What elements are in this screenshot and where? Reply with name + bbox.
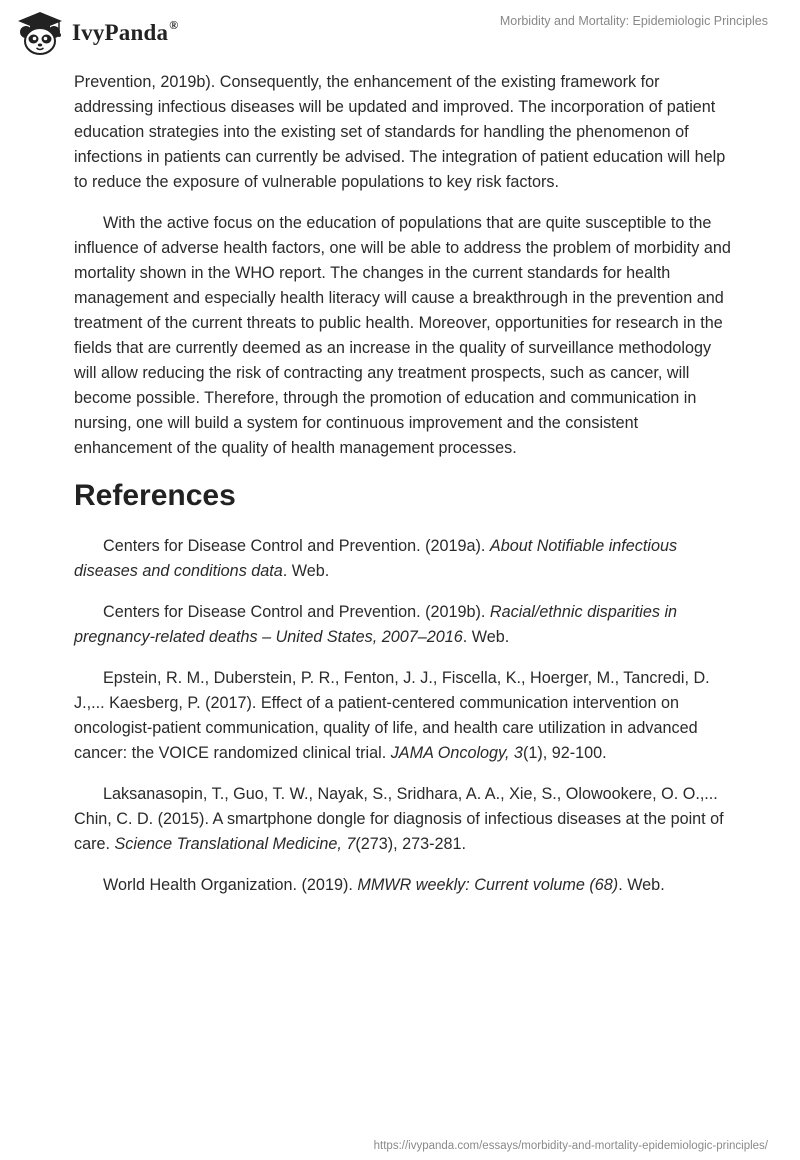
source-url[interactable]: https://ivypanda.com/essays/morbidity-and-mortality-epidemiologic-principles/	[373, 1140, 768, 1152]
body-paragraph-2: With the active focus on the education of populations that are quite susceptible to the influence of adverse health factors, one will be able to address the problem of morbidity and mortality shown in the WHO report. The changes in the current standards for health management and especially health literacy will cause a breakthrough in the prevention and treatment of the current threats to public health. Moreover, opportunities for research in the fields that are currently deemed as an increase in the quality of surveillance methodology will allow reducing the risk of contracting any treatment prospects, such as cancer, will become possible. Therefore, through the promotion of education and communication in nursing, one will build a system for continuous improvement and the consistent enhancement of the quality of health management processes.	[74, 214, 731, 457]
panda-icon	[14, 10, 66, 56]
reference-item: Laksanasopin, T., Guo, T. W., Nayak, S., Sridhara, A. A., Xie, S., Olowookere, O. O.,... Chin, C. D. (2015). A smartphone dongle for diagnosis of infectious diseases at the point of care. Science Translational Medicine, 7(273), 273-281.	[74, 785, 724, 853]
reference-item: World Health Organization. (2019). MMWR weekly: Current volume (68). Web.	[103, 876, 665, 894]
brand-logo[interactable]	[14, 10, 178, 56]
reference-item: Centers for Disease Control and Prevention. (2019a). About Notifiable infectious diseases and conditions data. Web.	[74, 537, 678, 580]
document-title: Morbidity and Mortality: Epidemiologic Principles	[499, 14, 768, 28]
body-paragraph-1: Prevention, 2019b). Consequently, the enhancement of the existing framework for addressing infectious diseases will be updated and improved. The incorporation of patient education strategies into the existing set of standards for handling the phenomenon of infections in patients can currently be advised. The integration of patient education will help to reduce the exposure of vulnerable populations to key risk factors.	[74, 73, 726, 191]
references-heading: References	[74, 479, 236, 512]
page-header	[0, 0, 800, 70]
essay-content	[74, 70, 734, 914]
reference-item: Centers for Disease Control and Prevention. (2019b). Racial/ethnic disparities in pregnancy-related deaths – United States, 2007–2016. Web.	[74, 603, 678, 646]
brand-name: IvyPanda®	[72, 18, 179, 45]
reference-item: Epstein, R. M., Duberstein, P. R., Fenton, J. J., Fiscella, K., Hoerger, M., Tancredi, D. J.,... Kaesberg, P. (2017). Effect of a patient-centered communication intervention on oncologist-patient communication, quality of life, and health care utilization in advanced cancer: the VOICE randomized clinical trial. JAMA Oncology, 3(1), 92-100.	[74, 669, 710, 762]
